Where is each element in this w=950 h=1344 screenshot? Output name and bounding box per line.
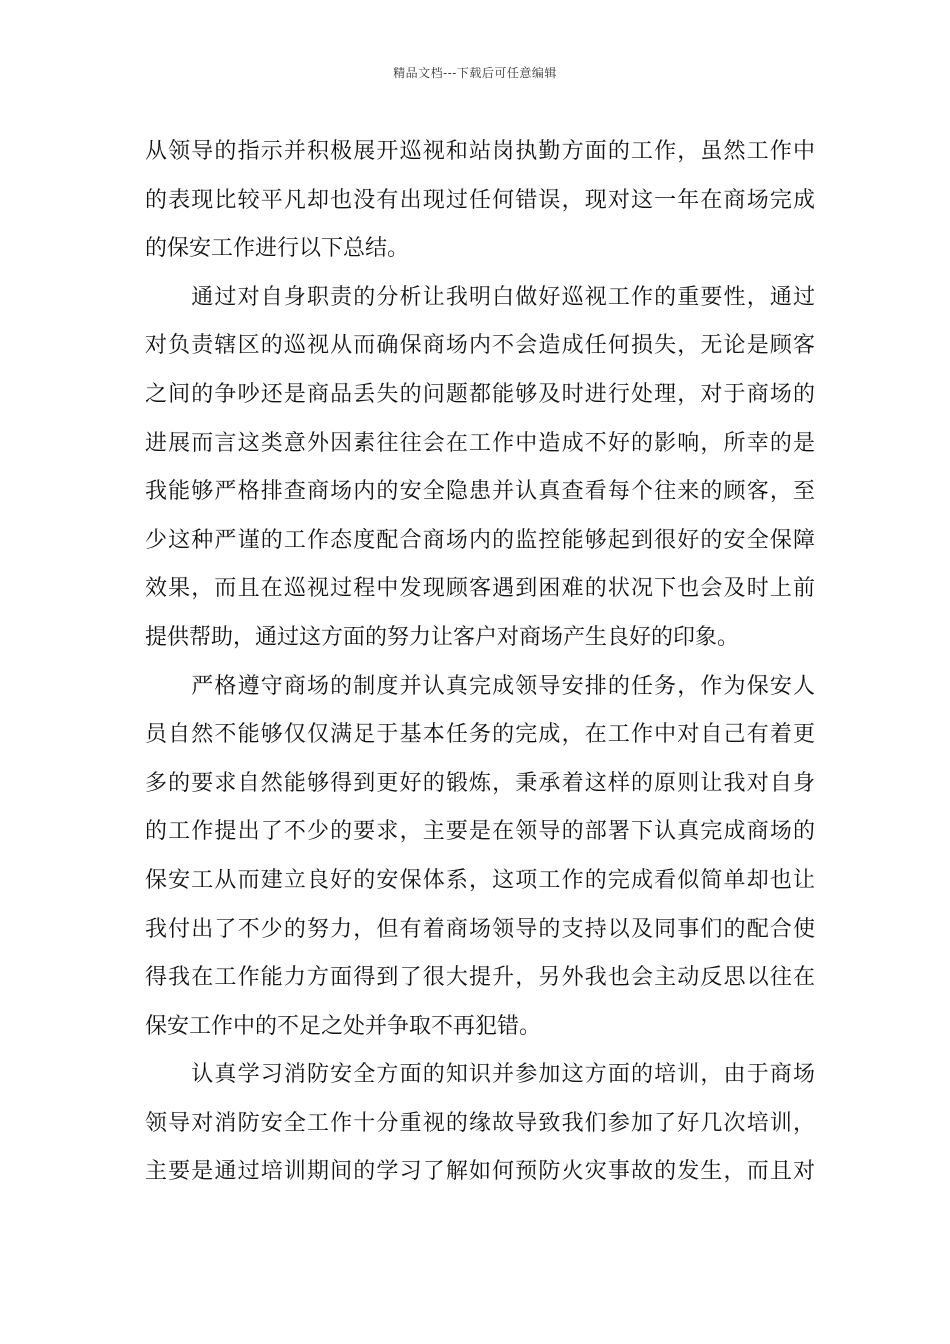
text-line: 从领导的指示并积极展开巡视和站岗执勤方面的工作，虽然工作中	[145, 139, 815, 164]
text-line: 的表现比较平凡却也没有出现过任何错误，现对这一年在商场完成	[145, 187, 815, 213]
paragraph-4	[145, 1051, 815, 1197]
document-body	[145, 128, 815, 1197]
text-line: 提供帮助，通过这方面的努力让客户对商场产生良好的印象。	[145, 624, 740, 650]
text-line: 通过对自身职责的分析让我明白做好巡视工作的重要性，通过	[145, 284, 815, 310]
text-line: 之间的争吵还是商品丢失的问题都能够及时进行处理，对于商场的	[145, 381, 815, 407]
paragraph-3	[145, 663, 815, 1052]
text-line: 领导对消防安全工作十分重视的缘故导致我们参加了好几次培训，	[145, 1110, 815, 1136]
text-line: 我付出了不少的努力，但有着商场领导的支持以及同事们的配合使	[145, 916, 815, 942]
page-header: 精品文档---下载后可任意编辑	[393, 66, 557, 80]
text-line: 严格遵守商场的制度并认真完成领导安排的任务，作为保安人	[145, 673, 815, 699]
text-line: 我能够严格排查商场内的安全隐患并认真查看每个往来的顾客，至	[145, 479, 815, 505]
paragraph-1	[145, 128, 815, 274]
text-line: 主要是通过培训期间的学习了解如何预防火灾事故的发生，而且对	[145, 1159, 815, 1185]
text-line: 保安工从而建立良好的安保体系，这项工作的完成看似简单却也让	[145, 867, 815, 893]
text-line: 对负责辖区的巡视从而确保商场内不会造成任何损失，无论是顾客	[145, 333, 815, 359]
text-line: 少这种严谨的工作态度配合商场内的监控能够起到很好的安全保障	[145, 527, 815, 553]
text-line: 得我在工作能力方面得到了很大提升，另外我也会主动反思以往在	[145, 965, 815, 991]
text-line: 多的要求自然能够得到更好的锻炼，秉承着这样的原则让我对自身	[145, 770, 815, 796]
text-line: 效果，而且在巡视过程中发现顾客遇到困难的状况下也会及时上前	[145, 576, 815, 602]
paragraph-2	[145, 274, 815, 663]
text-line: 认真学习消防安全方面的知识并参加这方面的培训，由于商场	[145, 1062, 815, 1088]
text-line: 保安工作中的不足之处并争取不再犯错。	[145, 1013, 542, 1039]
text-line: 的保安工作进行以下总结。	[145, 236, 410, 262]
text-line: 的工作提出了不少的要求，主要是在领导的部署下认真完成商场的	[145, 819, 815, 845]
text-line: 进展而言这类意外因素往往会在工作中造成不好的影响，所幸的是	[145, 430, 815, 456]
text-line: 员自然不能够仅仅满足于基本任务的完成，在工作中对自己有着更	[145, 722, 815, 748]
